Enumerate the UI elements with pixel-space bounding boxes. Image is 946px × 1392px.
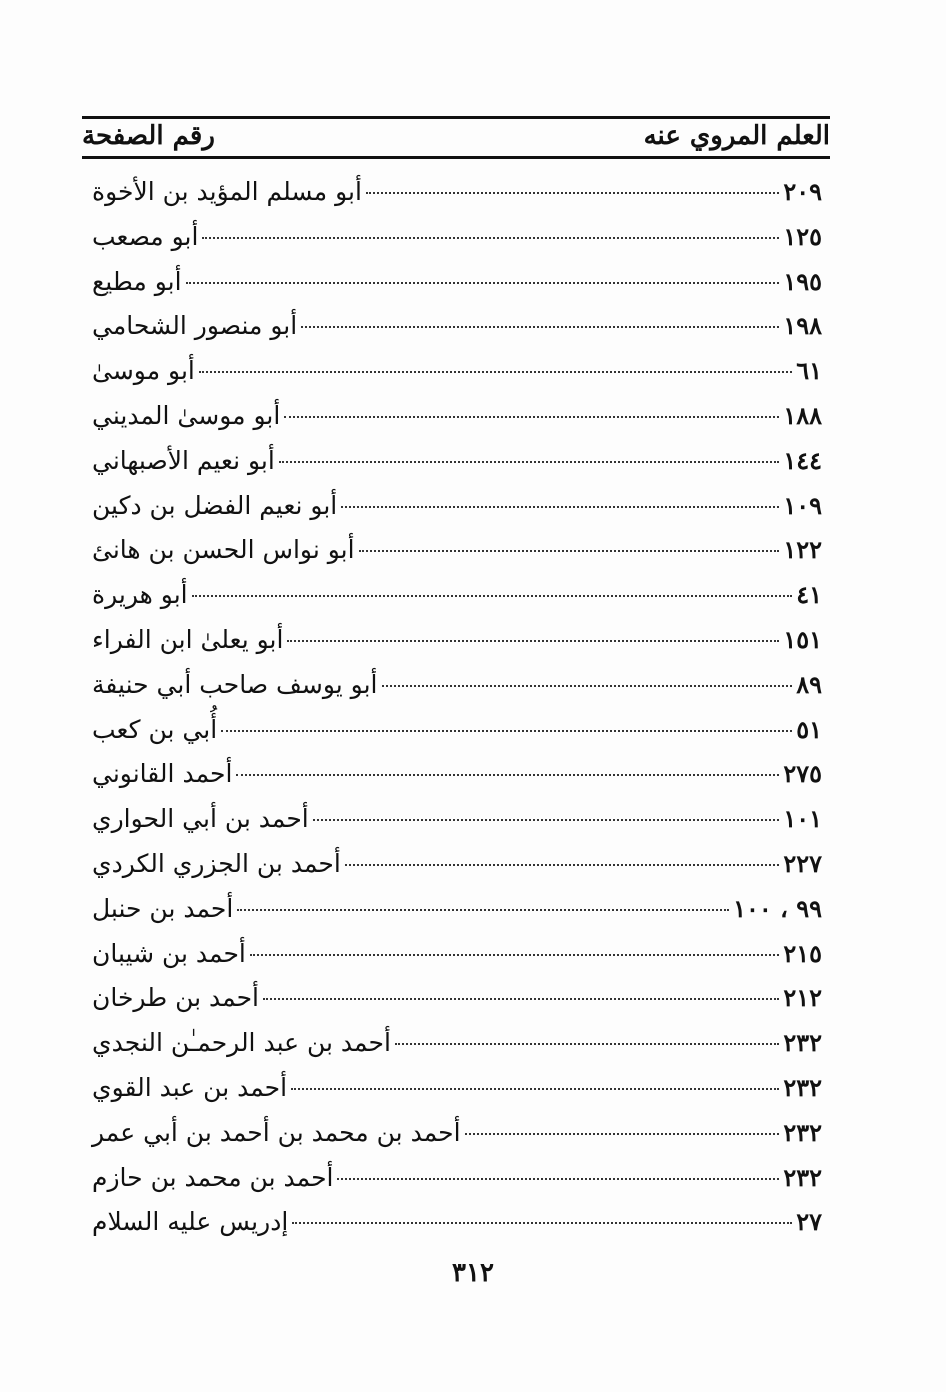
index-entry — [82, 1200, 832, 1245]
entry-name: أُبي بن كعب — [92, 714, 218, 744]
index-header — [82, 112, 830, 162]
entry-name: أحمد القانوني — [92, 759, 233, 789]
entry-name: أحمد بن حنبل — [92, 893, 234, 923]
dot-leader — [291, 1088, 779, 1090]
entry-name: إدريس عليه السلام — [92, 1207, 289, 1237]
index-entry — [82, 439, 832, 484]
dot-leader — [250, 954, 779, 956]
index-entry — [82, 1156, 832, 1201]
dot-leader — [284, 416, 779, 418]
dot-leader — [341, 506, 779, 508]
entry-name: أبو موسىٰ — [92, 356, 195, 386]
entry-page-number: ٢٣٢ — [783, 1117, 822, 1147]
header-title: العلم المروي عنه — [643, 121, 830, 151]
index-entries — [82, 170, 832, 1245]
entry-page-number: ١٨٨ — [783, 400, 822, 430]
index-entry — [82, 752, 832, 797]
entry-page-number: ١٠٩ — [783, 490, 822, 520]
entry-name: أحمد بن عبد الرحمـٰن النجدي — [92, 1028, 391, 1058]
entry-name: أبو منصور الشحامي — [92, 311, 298, 341]
dot-leader — [313, 819, 780, 821]
entry-page-number: ٢١٢ — [783, 983, 822, 1013]
entry-name: أحمد بن الجزري الكردي — [92, 848, 341, 878]
dot-leader — [345, 864, 780, 866]
entry-name: أبو مسلم المؤيد بن الأخوة — [92, 177, 362, 206]
entry-page-number: ٢٢٧ — [783, 848, 822, 878]
index-entry — [82, 708, 832, 753]
dot-leader — [287, 640, 779, 642]
entry-page-number: ٨٩ — [796, 669, 822, 699]
entry-name: أبو نواس الحسن بن هانئ — [92, 535, 355, 565]
entry-page-number: ٢٧ — [796, 1207, 822, 1237]
entry-page-number: ١٥١ — [783, 624, 822, 654]
entry-page-number: ١٩٥ — [783, 266, 822, 296]
entry-name: أبو يوسف صاحب أبي حنيفة — [92, 669, 378, 699]
header-bottom-rule — [82, 156, 830, 159]
index-entry — [82, 1021, 832, 1066]
index-entry — [82, 887, 832, 932]
index-entry — [82, 663, 832, 708]
entry-page-number: ١٠١ — [783, 804, 822, 834]
dot-leader — [465, 1133, 780, 1135]
entry-name: أحمد بن شيبان — [92, 938, 246, 968]
entry-name: أبو موسىٰ المديني — [92, 400, 281, 430]
entry-name: أحمد بن عبد القوي — [92, 1072, 288, 1102]
entry-name: أبو مصعب — [92, 221, 199, 251]
entry-name: أحمد بن محمد بن أحمد بن أبي عمر — [92, 1117, 461, 1147]
index-entry — [82, 1066, 832, 1111]
index-entry — [82, 215, 832, 260]
index-entry — [82, 260, 832, 305]
entry-name: أحمد بن أبي الحواري — [92, 804, 309, 834]
index-entry — [82, 304, 832, 349]
dot-leader — [186, 282, 780, 284]
entry-name: أبو هريرة — [92, 580, 188, 610]
dot-leader — [301, 326, 779, 328]
index-entry — [82, 932, 832, 977]
dot-leader — [292, 1222, 792, 1224]
index-entry — [82, 976, 832, 1021]
entry-name: أبو مطيع — [92, 266, 182, 296]
entry-page-number: ١٩٨ — [783, 311, 822, 341]
index-entry — [82, 842, 832, 887]
dot-leader — [199, 371, 792, 373]
dot-leader — [279, 461, 780, 463]
entry-name: أبو نعيم الأصبهاني — [92, 445, 275, 475]
header-page-column: رقم الصفحة — [82, 121, 215, 151]
entry-name: أحمد بن محمد بن حازم — [92, 1162, 334, 1192]
entry-name: أحمد بن طرخان — [92, 983, 259, 1013]
entry-page-number: ٦١ — [796, 356, 822, 386]
index-entry — [82, 170, 832, 215]
entry-page-number: ٩٩ ، ١٠٠ — [733, 893, 822, 923]
entry-page-number: ٢١٥ — [783, 938, 822, 968]
entry-page-number: ٢٧٥ — [783, 759, 822, 789]
index-entry — [82, 349, 832, 394]
dot-leader — [382, 685, 793, 687]
entry-page-number: ٢٣٢ — [783, 1072, 822, 1102]
entry-name: أبو نعيم الفضل بن دكين — [92, 490, 338, 520]
dot-leader — [236, 774, 779, 776]
dot-leader — [366, 192, 779, 194]
index-entry — [82, 573, 832, 618]
index-entry — [82, 484, 832, 529]
entry-page-number: ٢٠٩ — [783, 177, 822, 206]
entry-page-number: ١٤٤ — [783, 445, 822, 475]
entry-page-number: ٤١ — [796, 580, 822, 610]
dot-leader — [395, 1043, 779, 1045]
index-entry — [82, 1111, 832, 1156]
entry-page-number: ٢٣٢ — [783, 1028, 822, 1058]
entry-page-number: ١٢٥ — [783, 221, 822, 251]
dot-leader — [337, 1178, 779, 1180]
page-number: ٣١٢ — [452, 1258, 494, 1288]
entry-page-number: ١٢٢ — [783, 535, 822, 565]
entry-name: أبو يعلىٰ ابن الفراء — [92, 624, 284, 654]
index-entry — [82, 528, 832, 573]
dot-leader — [359, 550, 780, 552]
dot-leader — [237, 909, 729, 911]
dot-leader — [221, 730, 792, 732]
dot-leader — [192, 595, 793, 597]
dot-leader — [202, 237, 779, 239]
index-entry — [82, 394, 832, 439]
index-entry — [82, 797, 832, 842]
index-entry — [82, 618, 832, 663]
dot-leader — [263, 998, 779, 1000]
entry-page-number: ٥١ — [796, 714, 822, 744]
entry-page-number: ٢٣٢ — [783, 1162, 822, 1192]
